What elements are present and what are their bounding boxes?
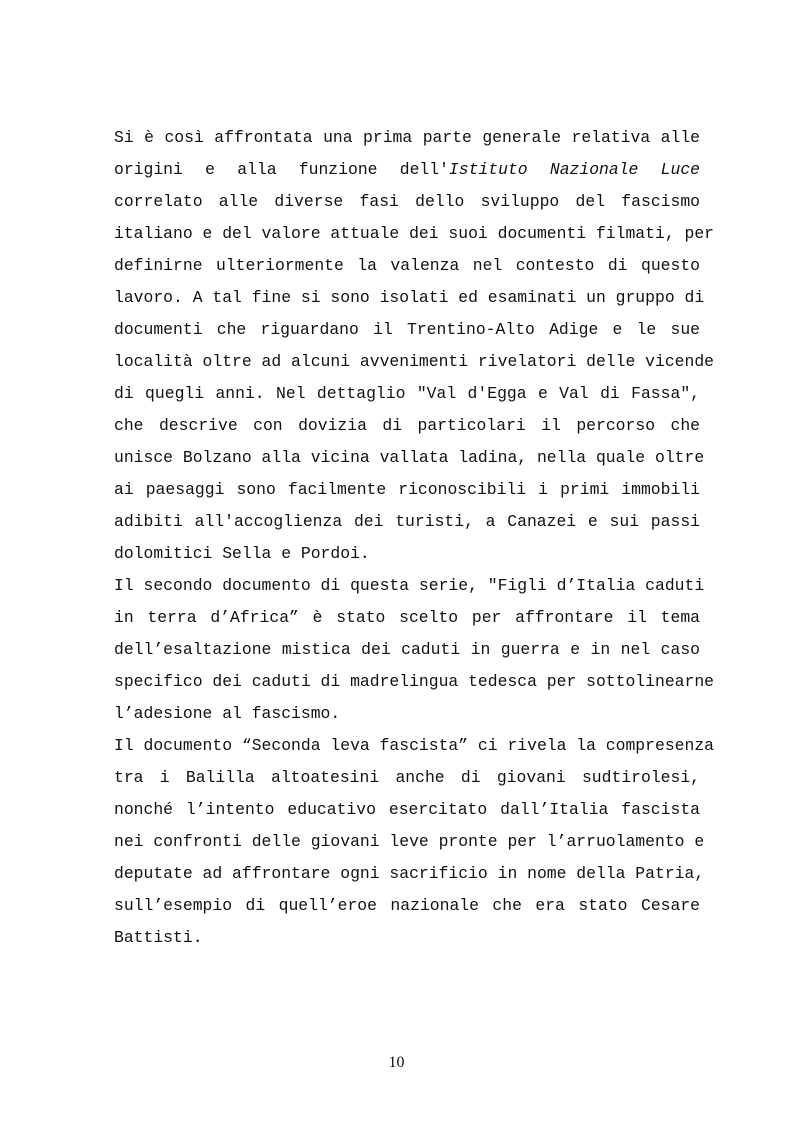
text-line: dell’esaltazione mistica dei caduti in guerra e in nel caso — [114, 640, 700, 659]
text-line: Si è così affrontata una prima parte generale relativa alle — [114, 128, 700, 147]
institute-name: Istituto Nazionale Luce — [448, 160, 700, 179]
text-line: in terra d’Africa” è stato scelto per affrontare il tema — [114, 608, 700, 627]
text-line: dolomitici Sella e Pordoi. — [114, 544, 370, 563]
text-line: nei confronti delle giovani leve pronte per l’arruolamento e — [114, 832, 705, 851]
text-line: località oltre ad alcuni avvenimenti rivelatori delle vicende — [114, 352, 714, 371]
text-line: nonché l’intento educativo esercitato dall’Italia fascista — [114, 800, 700, 819]
text-line: Battisti. — [114, 928, 203, 947]
text-line: sull’esempio di quell’eroe nazionale che era stato Cesare — [114, 896, 700, 915]
text-line: adibiti all'accoglienza dei turisti, a Canazei e sui passi — [114, 512, 700, 531]
text-line: specifico dei caduti di madrelingua tedesca per sottolinearne — [114, 672, 714, 691]
text-line: unisce Bolzano alla vicina vallata ladina, nella quale oltre — [114, 448, 705, 467]
text-line — [114, 154, 700, 186]
body-text — [114, 122, 714, 954]
text-line: tra i Balilla altoatesini anche di giovani sudtirolesi, — [114, 768, 700, 787]
text-line: Il secondo documento di questa serie, "Figli d’Italia caduti — [114, 576, 705, 595]
text-line: lavoro. A tal fine si sono isolati ed esaminati un gruppo di — [114, 288, 705, 307]
text-line: documenti che riguardano il Trentino-Alto Adige e le sue — [114, 320, 700, 339]
text-run: origini e alla funzione dell' — [114, 160, 449, 179]
text-line: definirne ulteriormente la valenza nel contesto di questo — [114, 256, 700, 275]
text-line: italiano e del valore attuale dei suoi documenti filmati, per — [114, 224, 714, 243]
text-line: correlato alle diverse fasi dello sviluppo del fascismo — [114, 192, 700, 211]
text-line: di quegli anni. Nel dettaglio "Val d'Egga e Val di Fassa", — [114, 384, 700, 403]
text-line: che descrive con dovizia di particolari il percorso che — [114, 416, 700, 435]
text-line: deputate ad affrontare ogni sacrificio in nome della Patria, — [114, 864, 705, 883]
text-line: Il documento “Seconda leva fascista” ci rivela la compresenza — [114, 736, 714, 755]
page-number: 10 — [388, 1054, 405, 1071]
text-line: ai paesaggi sono facilmente riconoscibili i primi immobili — [114, 480, 700, 499]
text-line: l’adesione al fascismo. — [114, 704, 341, 723]
